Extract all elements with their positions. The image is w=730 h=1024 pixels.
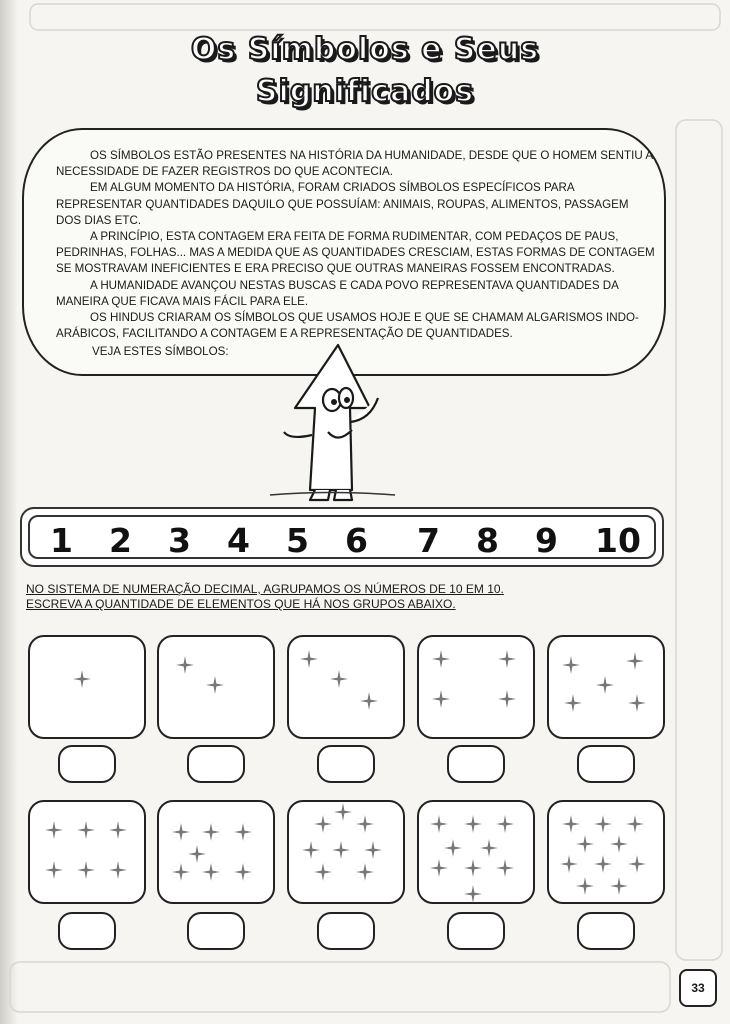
answer-box-3[interactable] bbox=[317, 745, 375, 783]
star-icon bbox=[560, 855, 578, 873]
symbol-7: 7 bbox=[417, 521, 440, 560]
symbol-5: 5 bbox=[286, 521, 309, 560]
star-icon bbox=[432, 650, 450, 668]
answer-box-8[interactable] bbox=[317, 912, 375, 950]
veja-label: VEJA ESTES SÍMBOLOS: bbox=[92, 345, 229, 358]
star-icon bbox=[496, 815, 514, 833]
star-icon bbox=[480, 839, 498, 857]
answer-box-1[interactable] bbox=[58, 745, 116, 783]
answer-box-2[interactable] bbox=[187, 745, 245, 783]
answer-box-5[interactable] bbox=[577, 745, 635, 783]
instruction-line-1: NO SISTEMA DE NUMERAÇÃO DECIMAL, AGRUPAMOS OS NÚMEROS DE 10 EM 10. bbox=[26, 582, 504, 596]
star-icon bbox=[432, 690, 450, 708]
star-icon bbox=[45, 821, 63, 839]
star-icon bbox=[334, 803, 352, 821]
group-box-10 bbox=[547, 800, 665, 904]
page-binding-shadow bbox=[0, 0, 18, 1024]
star-icon bbox=[172, 863, 190, 881]
star-icon bbox=[576, 835, 594, 853]
star-icon bbox=[360, 692, 378, 710]
star-icon bbox=[594, 815, 612, 833]
symbol-2: 2 bbox=[109, 521, 132, 560]
star-icon bbox=[356, 815, 374, 833]
answer-box-9[interactable] bbox=[447, 912, 505, 950]
star-icon bbox=[498, 650, 516, 668]
star-icon bbox=[498, 690, 516, 708]
page-title-line-1: Os Símbolos e Seus bbox=[190, 32, 540, 67]
group-box-8 bbox=[287, 800, 405, 904]
page-number: 33 bbox=[679, 969, 717, 1007]
star-icon bbox=[176, 656, 194, 674]
star-icon bbox=[564, 694, 582, 712]
answer-box-6[interactable] bbox=[58, 912, 116, 950]
star-icon bbox=[314, 815, 332, 833]
star-icon bbox=[330, 670, 348, 688]
star-icon bbox=[77, 861, 95, 879]
symbol-8: 8 bbox=[476, 521, 499, 560]
paragraph-5: OS HINDUS CRIARAM OS SÍMBOLOS QUE USAMOS HOJE E QUE SE CHAMAM ALGARISMOS INDO-ARÁBICOS, FACILITANDO A CONTAGEM E A REPRESENTAÇÃO DE QUANTIDADES. bbox=[56, 311, 639, 341]
star-icon bbox=[109, 861, 127, 879]
answer-box-7[interactable] bbox=[187, 912, 245, 950]
star-icon bbox=[202, 823, 220, 841]
arrow-mascot-illustration bbox=[270, 340, 400, 505]
star-icon bbox=[73, 670, 91, 688]
group-box-4 bbox=[417, 635, 535, 739]
star-icon bbox=[610, 877, 628, 895]
star-icon bbox=[464, 859, 482, 877]
paragraph-1: OS SÍMBOLOS ESTÃO PRESENTES NA HISTÓRIA DA HUMANIDADE, DESDE QUE O HOMEM SENTIU A NECESSIDADE DE FAZER REGISTROS DO QUE ACONTECIA. bbox=[56, 149, 653, 179]
star-icon bbox=[576, 877, 594, 895]
symbol-4: 4 bbox=[227, 521, 250, 560]
star-icon bbox=[464, 885, 482, 903]
star-icon bbox=[628, 694, 646, 712]
star-icon bbox=[300, 650, 318, 668]
group-box-3 bbox=[287, 635, 405, 739]
group-box-1 bbox=[28, 635, 146, 739]
group-box-2 bbox=[157, 635, 275, 739]
star-icon bbox=[596, 676, 614, 694]
star-icon bbox=[77, 821, 95, 839]
speech-bubble bbox=[22, 128, 666, 376]
star-icon bbox=[188, 845, 206, 863]
star-icon bbox=[628, 855, 646, 873]
symbol-3: 3 bbox=[168, 521, 191, 560]
star-icon bbox=[314, 863, 332, 881]
group-box-5 bbox=[547, 635, 665, 739]
star-icon bbox=[206, 676, 224, 694]
star-icon bbox=[610, 835, 628, 853]
star-icon bbox=[464, 815, 482, 833]
symbol-1: 1 bbox=[50, 521, 73, 560]
page-title-line-2: Significados bbox=[255, 74, 475, 109]
star-icon bbox=[562, 656, 580, 674]
star-icon bbox=[430, 815, 448, 833]
paragraph-2: EM ALGUM MOMENTO DA HISTÓRIA, FORAM CRIADOS SÍMBOLOS ESPECÍFICOS PARA REPRESENTAR QUANTIDADES DAQUILO QUE POSSUÍAM: ANIMAIS, ROUPAS, ALIMENTOS, PASSAGEM DOS DIAS ETC. bbox=[56, 181, 629, 227]
paragraph-4: A HUMANIDADE AVANÇOU NESTAS BUSCAS E CADA POVO REPRESENTAVA QUANTIDADES DA MANEIRA QUE FICAVA MAIS FÁCIL PARA ELE. bbox=[56, 278, 619, 308]
intro-text bbox=[56, 148, 656, 342]
group-box-9 bbox=[417, 800, 535, 904]
instruction-line-2: ESCREVA A QUANTIDADE DE ELEMENTOS QUE HÁ NOS GRUPOS ABAIXO. bbox=[26, 597, 456, 611]
star-icon bbox=[364, 841, 382, 859]
star-icon bbox=[109, 821, 127, 839]
group-box-6 bbox=[28, 800, 146, 904]
symbol-6: 6 bbox=[345, 521, 368, 560]
star-icon bbox=[594, 855, 612, 873]
star-icon bbox=[234, 863, 252, 881]
star-icon bbox=[172, 823, 190, 841]
star-icon bbox=[302, 841, 320, 859]
star-icon bbox=[234, 823, 252, 841]
star-icon bbox=[332, 841, 350, 859]
star-icon bbox=[562, 815, 580, 833]
symbol-9: 9 bbox=[535, 521, 558, 560]
star-icon bbox=[496, 859, 514, 877]
number-symbols-bar bbox=[20, 507, 664, 567]
answer-box-10[interactable] bbox=[577, 912, 635, 950]
group-box-7 bbox=[157, 800, 275, 904]
star-icon bbox=[202, 863, 220, 881]
symbol-10: 10 bbox=[595, 521, 641, 560]
answer-box-4[interactable] bbox=[447, 745, 505, 783]
star-icon bbox=[356, 863, 374, 881]
star-icon bbox=[45, 861, 63, 879]
paragraph-3: A PRINCÍPIO, ESTA CONTAGEM ERA FEITA DE FORMA RUDIMENTAR, COM PEDAÇOS DE PAUS, PEDRINHAS, FOLHAS... MAS A MEDIDA QUE AS QUANTIDADES CRESCIAM, ESTAS FORMAS DE CONTAGEM SE MOSTRAVAM INEFICIENTES E ERA PRECISO QUE OUTRAS MANEIRAS FOSSEM ENCONTRADAS. bbox=[56, 230, 655, 276]
star-icon bbox=[626, 652, 644, 670]
star-icon bbox=[626, 815, 644, 833]
star-icon bbox=[430, 859, 448, 877]
star-icon bbox=[444, 839, 462, 857]
